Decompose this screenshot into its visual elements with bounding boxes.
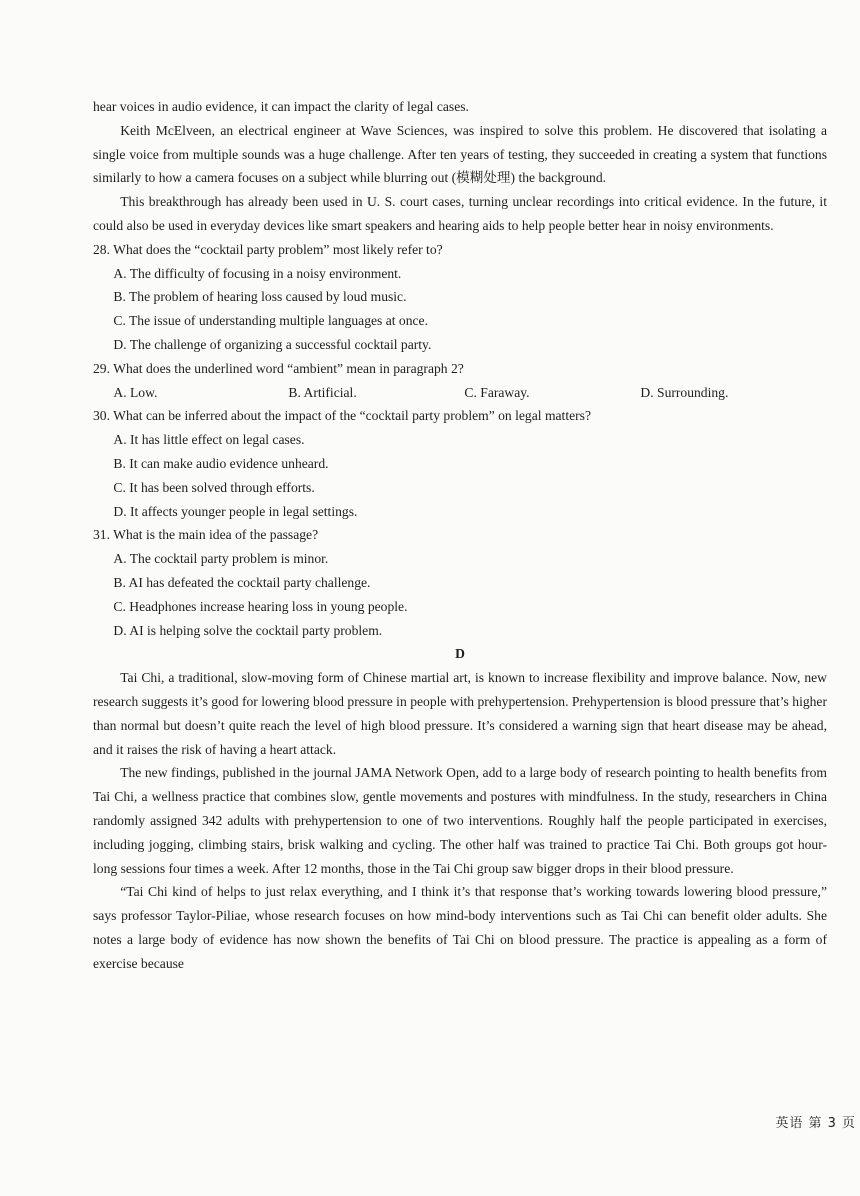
option-c: C. Headphones increase hearing loss in young people. <box>113 598 408 614</box>
option-c: C. Faraway. <box>464 384 530 400</box>
passage-c-paragraph-4: This breakthrough has already been used in U. S. court cases, turning unclear recordings into critical evidence. In the future, it could also be used in everyday devices like smart speakers and hearing aids to help people better hear in noisy environments. <box>93 194 827 233</box>
option-b: B. AI has defeated the cocktail party challenge. <box>113 574 371 590</box>
question-stem: 28. What does the “cocktail party problem” most likely refer to? <box>93 241 443 257</box>
option-d: D. The challenge of organizing a successful cocktail party. <box>113 336 432 352</box>
option-a: A. The difficulty of focusing in a noisy environment. <box>113 265 402 281</box>
option-c: C. The issue of understanding multiple languages at once. <box>113 313 428 329</box>
section-d-heading: D <box>455 646 465 662</box>
option-a: A. It has little effect on legal cases. <box>113 432 305 448</box>
option-b: B. Artificial. <box>288 384 357 400</box>
option-a: A. The cocktail party problem is minor. <box>113 551 329 567</box>
options-row <box>93 381 827 405</box>
passage-c-paragraph-end: hear voices in audio evidence, it can impact the clarity of legal cases. <box>93 99 469 114</box>
question-30 <box>93 404 827 523</box>
question-31 <box>93 523 827 642</box>
option-b: B. The problem of hearing loss caused by loud music. <box>113 289 407 305</box>
question-28 <box>93 238 827 357</box>
question-stem: 29. What does the underlined word “ambient” mean in paragraph 2? <box>93 360 464 376</box>
passage-d-paragraph-1: Tai Chi, a traditional, slow-moving form of Chinese martial art, is known to increase flexibility and improve balance. Now, new research suggests it’s good for lowering blood pressure in people with prehypertension. Prehypertension is blood pressure that’s higher than normal but doesn’t quite reach the level of high blood pressure. It’s considered a warning sign that heart disease may be ahead, and it raises the risk of having a heart attack. <box>93 670 827 757</box>
passage-d-paragraph-2: The new findings, published in the journal JAMA Network Open, add to a large body of research pointing to health benefits from Tai Chi, a wellness practice that combines slow, gentle movements and postures with mindfulness. In the study, researchers in China randomly assigned 342 adults with prehypertension to one of two interventions. Roughly half the people participated in exercises, including jogging, climbing stairs, brisk walking and cycling. The other half was trained to practice Tai Chi. Both groups got hour-long sessions four times a week. After 12 months, those in the Tai Chi group saw bigger drops in their blood pressure. <box>93 765 827 876</box>
question-stem: 30. What can be inferred about the impact of the “cocktail party problem” on legal matters? <box>93 408 591 424</box>
page-number-label: 英语 第 3 页 <box>775 1116 856 1131</box>
option-d: D. It affects younger people in legal settings. <box>113 503 358 519</box>
option-d: D. Surrounding. <box>640 384 729 400</box>
option-b: B. It can make audio evidence unheard. <box>113 455 329 471</box>
option-a: A. Low. <box>113 384 158 400</box>
question-29 <box>93 357 827 405</box>
option-d: D. AI is helping solve the cocktail party problem. <box>113 622 383 638</box>
passage-d-paragraph-3: “Tai Chi kind of helps to just relax everything, and I think it’s that response that’s working towards lowering blood pressure,” says professor Taylor-Piliae, whose research focuses on how mind-body interventions such as Tai Chi can benefit older adults. She notes a large body of evidence has now shown the benefits of Tai Chi on blood pressure. The practice is appealing as a form of exercise because <box>93 884 827 971</box>
option-c: C. It has been solved through efforts. <box>113 479 315 495</box>
exam-page <box>93 95 827 975</box>
question-stem: 31. What is the main idea of the passage? <box>93 527 319 543</box>
passage-c-paragraph-3: Keith McElveen, an electrical engineer at Wave Sciences, was inspired to solve this problem. He discovered that isolating a single voice from multiple sounds was a huge challenge. After ten years of testing, they succeeded in creating a system that functions similarly to how a camera focuses on a subject while blurring out (模糊处理) the background. <box>93 122 827 186</box>
